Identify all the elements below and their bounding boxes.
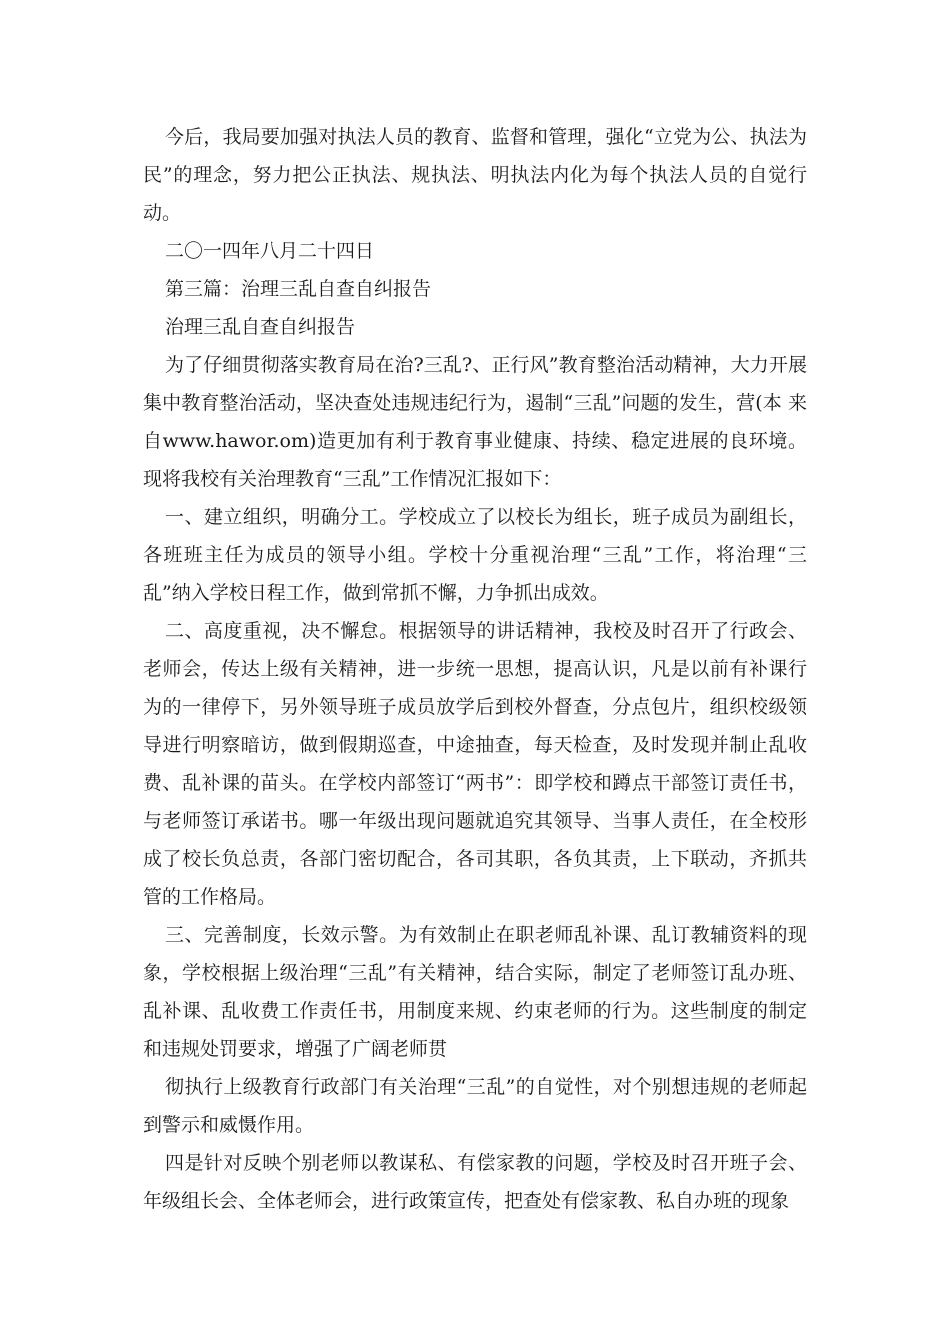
- paragraph-point-one: 一、建立组织，明确分工。学校成立了以校长为组长，班子成员为副组长，各班班主任为成员的领导小组。学校十分重视治理“三乱”工作，将治理“三乱”纳入学校日程工作，做到常抓不懈，力争抓出成效。: [143, 506, 807, 604]
- paragraph-point-four: 四是针对反映个别老师以教谋私、有偿家教的问题，学校及时召开班子会、年级组长会、全体老师会，进行政策宣传，把查处有偿家教、私自办班的现象: [143, 1152, 807, 1212]
- section-title: 第三篇：治理三乱自查自纠报告: [165, 278, 432, 300]
- document-body: [143, 118, 807, 1220]
- paragraph-closing-statement: 今后，我局要加强对执法人员的教育、监督和管理，强化“立党为公、执法为民”的理念，努力把公正执法、规执法、明执法内化为每个执法人员的自觉行动。: [143, 126, 807, 224]
- date-line: 二〇一四年八月二十四日: [165, 240, 375, 262]
- paragraph-point-three-continued: 彻执行上级教育行政部门有关治理“三乱”的自觉性，对个别想违规的老师起到警示和威慑作用。: [143, 1076, 807, 1136]
- paragraph-point-three: 三、完善制度，长效示警。为有效制止在职老师乱补课、乱订教辅资料的现象，学校根据上级治理“三乱”有关精神，结合实际，制定了老师签订乱办班、乱补课、乱收费工作责任书，用制度来规、约束老师的行为。这些制度的制定和违规处罚要求，增强了广阔老师贯: [143, 924, 807, 1060]
- paragraph-introduction: 为了仔细贯彻落实教育局在治?三乱?、正行风”教育整治活动精神，大力开展集中教育整治活动，坚决查处违规违纪行为，遏制“三乱”问题的发生，营(本 来自www.hawor.om)造更加有利于教育事业健康、持续、稳定进展的良环境。现将我校有关治理教育“三乱”工作情况汇报如下：: [143, 354, 807, 490]
- paragraph-point-two: 二、高度重视，决不懈怠。根据领导的讲话精神，我校及时召开了行政会、老师会，传达上级有关精神，进一步统一思想，提高认识，凡是以前有补课行为的一律停下，另外领导班子成员放学后到校外督查，分点包片，组织校级领导进行明察暗访，做到假期巡查，中途抽查，每天检查，及时发现并制止乱收费、乱补课的苗头。在学校内部签订“两书”：即学校和蹲点干部签订责任书，与老师签订承诺书。哪一年级出现问题就追究其领导、当事人责任，在全校形成了校长负总责，各部门密切配合，各司其职，各负其责，上下联动，齐抓共管的工作格局。: [143, 620, 807, 908]
- report-title: 治理三乱自查自纠报告: [165, 316, 356, 338]
